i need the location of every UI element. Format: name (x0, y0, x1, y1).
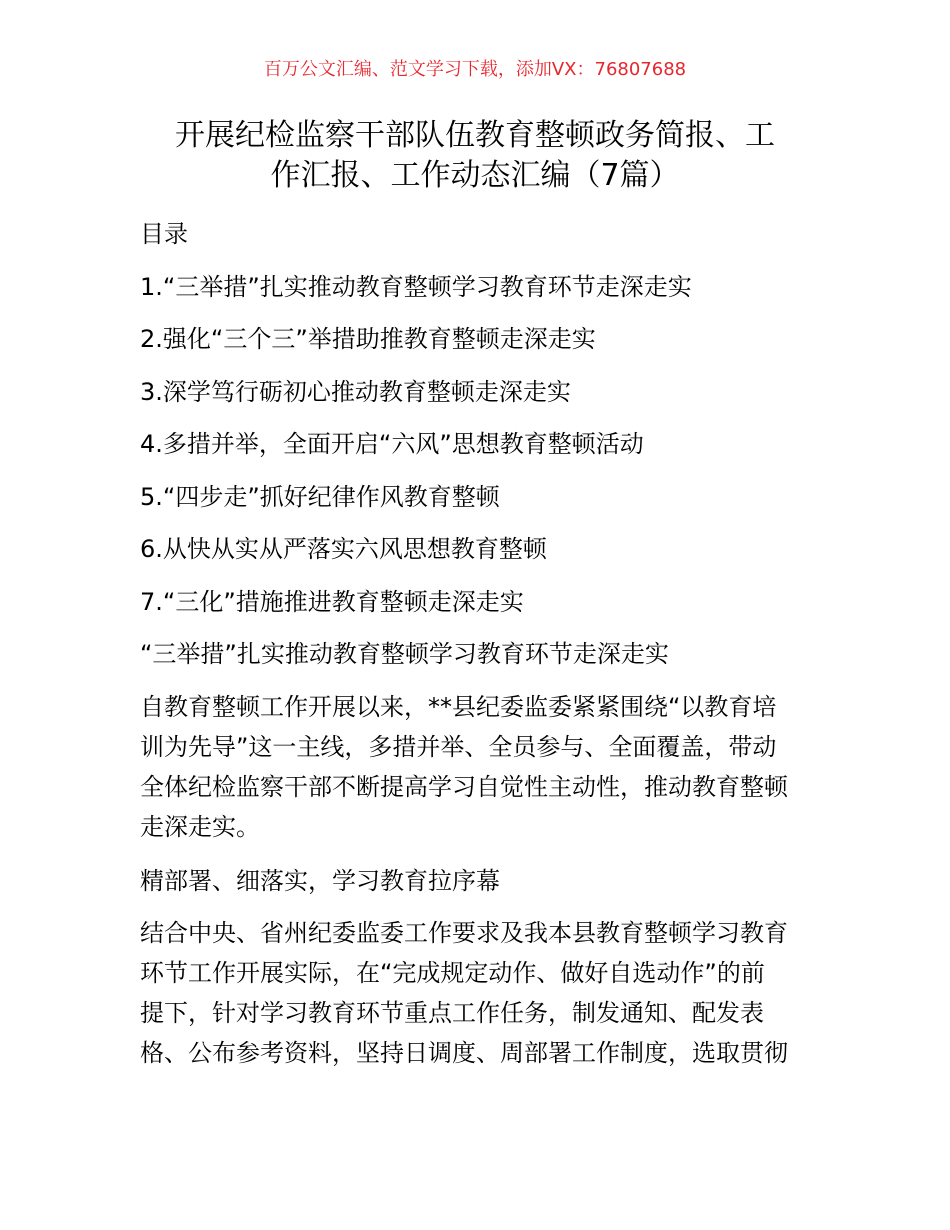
article-title: “三举措”扎实推动教育整顿学习教育环节走深走实 (140, 640, 669, 668)
article-body-paragraph (140, 913, 820, 1073)
document-title-line-1: 开展纪检监察干部队伍教育整顿政务简报、工 (175, 118, 775, 153)
intro-line-4: 走深走实。 (140, 812, 260, 841)
body-line-1: 结合中央、省州纪委监委工作要求及我本县教育整顿学习教育 (140, 919, 788, 947)
intro-line-1: 自教育整顿工作开展以来，**县纪委监委紧紧围绕“以教育培 (140, 692, 777, 721)
toc-item-4: 4.多措并举，全面开启“六风”思想教育整顿活动 (140, 430, 644, 458)
toc-heading: 目录 (140, 220, 188, 248)
body-line-2: 环节工作开展实际，在“完成规定动作、做好自选动作”的前 (140, 959, 765, 987)
toc-item-5: 5.“四步走”抓好纪律作风教育整顿 (140, 482, 500, 511)
document-title (120, 116, 830, 196)
document-content (140, 214, 820, 1087)
intro-line-3: 全体纪检监察干部不断提高学习自觉性主动性，推动教育整顿 (140, 772, 788, 801)
toc-item-3: 3.深学笃行砺初心推动教育整顿走深走实 (140, 377, 571, 406)
document-title-line-2: 作汇报、工作动态汇编（7篇） (270, 158, 680, 193)
article-intro-paragraph (140, 687, 820, 847)
toc-item-6: 6.从快从实从严落实六风思想教育整顿 (140, 535, 547, 563)
body-line-3: 提下，针对学习教育环节重点工作任务，制发通知、配发表 (140, 999, 764, 1027)
body-line-4: 格、公布参考资料，坚持日调度、周部署工作制度，选取贯彻 (140, 1039, 788, 1067)
toc-item-2: 2.强化“三个三”举措助推教育整顿走深走实 (140, 325, 596, 353)
toc-item-7: 7.“三化”措施推进教育整顿走深走实 (140, 587, 524, 616)
header-watermark-note: 百万公文汇编、范文学习下载，添加VX：76807688 (263, 59, 687, 80)
intro-line-2: 训为先导”这一主线，多措并举、全员参与、全面覆盖，带动 (140, 732, 777, 761)
section-heading: 精部署、细落实，学习教育拉序幕 (140, 866, 500, 895)
toc-item-1: 1.“三举措”扎实推动教育整顿学习教育环节走深走实 (140, 272, 692, 301)
